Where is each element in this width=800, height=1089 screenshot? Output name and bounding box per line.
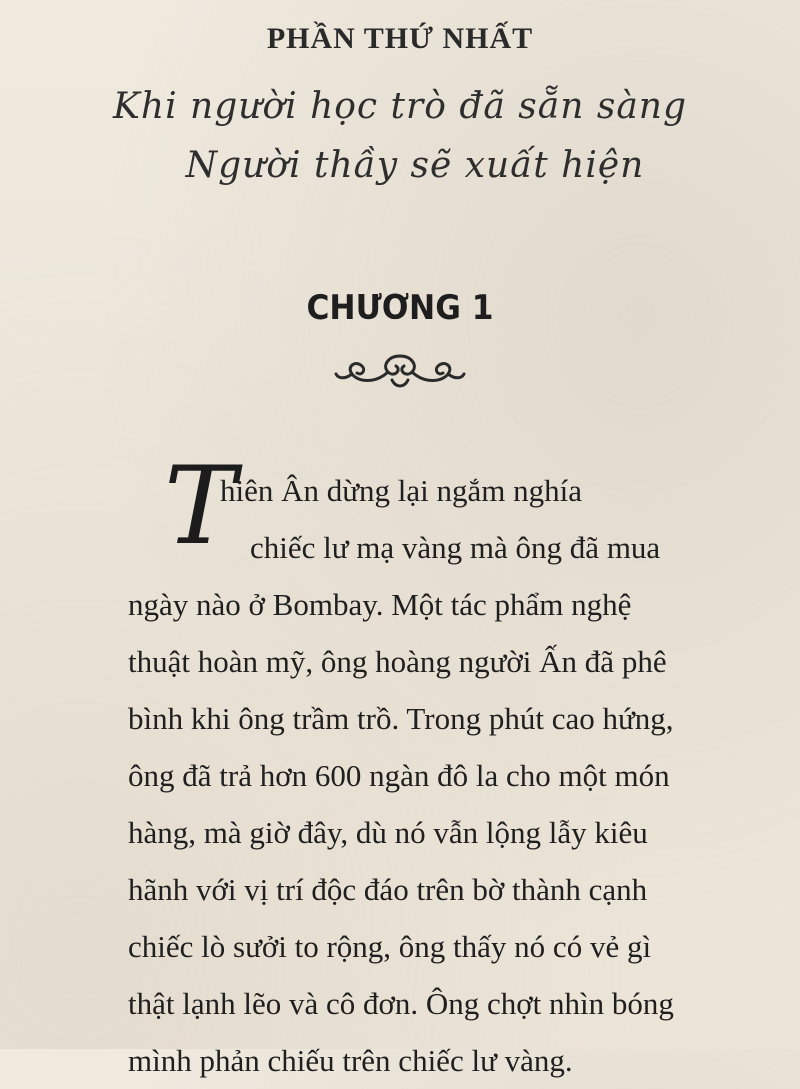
body-line: chiếc lò sưởi to rộng, ông thấy nó có vẻ gì: [128, 929, 652, 964]
body-line: hãnh với vị trí độc đáo trên bờ thành cạnh: [128, 872, 648, 907]
svg-text:T: T: [164, 455, 237, 555]
subtitle-line-2: Người thầy sẽ xuất hiện: [185, 145, 645, 186]
body-line: chiếc lư mạ vàng mà ông đã mua: [250, 530, 661, 565]
body-line: bình khi ông trầm trồ. Trong phút cao hứng,: [128, 701, 674, 736]
subtitle-line-1: Khi người học trò đã sẵn sàng: [112, 86, 688, 127]
body-text: [128, 462, 708, 1089]
body-line: hàng, mà giờ đây, dù nó vẫn lộng lẫy kiêu: [128, 815, 648, 850]
body-line: hiên Ân dừng lại ngắm nghía: [220, 473, 583, 508]
ornament-flourish-icon: [330, 350, 470, 394]
body-line: thuật hoàn mỹ, ông hoàng người Ấn đã phê: [128, 644, 667, 679]
body-line: mình phản chiếu trên chiếc lư vàng.: [128, 1043, 573, 1078]
body-line: ông đã trả hơn 600 ngàn đô la cho một món: [128, 758, 670, 793]
part-title: PHẦN THỨ NHẤT: [266, 22, 534, 55]
chapter-title: CHƯƠNG 1: [306, 288, 494, 328]
body-line: thật lạnh lẽo và cô đơn. Ông chợt nhìn bóng: [128, 986, 674, 1021]
body-line: ngày nào ở Bombay. Một tác phẩm nghệ: [128, 587, 632, 622]
